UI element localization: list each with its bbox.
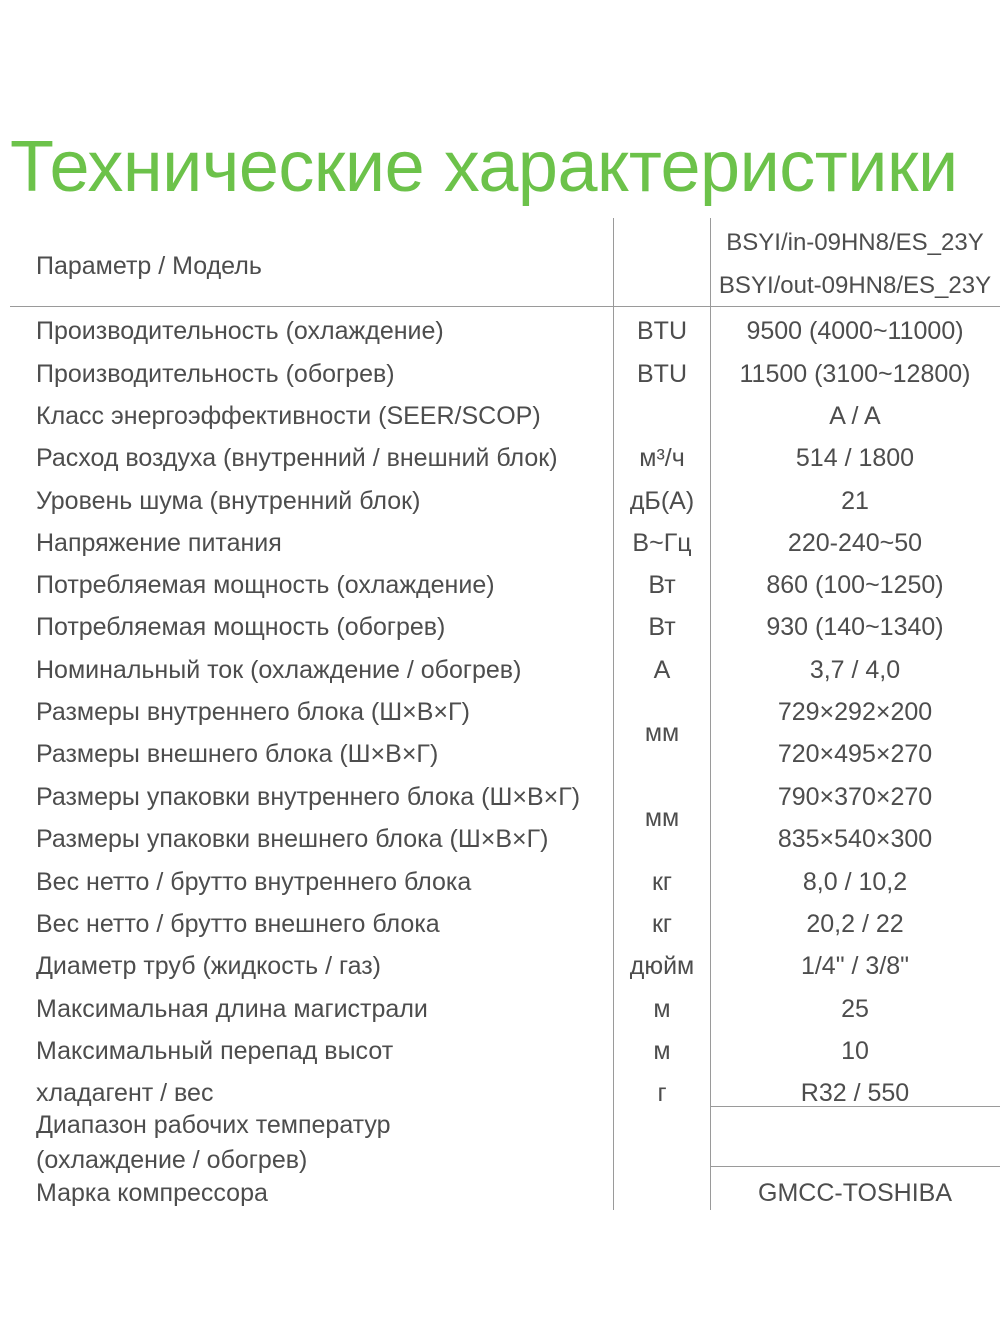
row-param: Класс энергоэффективности (SEER/SCOP) bbox=[36, 402, 541, 430]
row-value: 930 (140~1340) bbox=[766, 613, 944, 641]
package-dimensions-unit: мм bbox=[644, 804, 680, 832]
row-unit: кг bbox=[651, 910, 673, 938]
compressor-value: GMCC-TOSHIBA bbox=[758, 1179, 952, 1207]
row-param: Диаметр труб (жидкость / газ) bbox=[36, 952, 381, 980]
row-value: 790×370×270 bbox=[777, 783, 933, 811]
row-param: Размеры упаковки внутреннего блока (Ш×В×Г) bbox=[36, 783, 581, 811]
row-param: Уровень шума (внутренний блок) bbox=[36, 487, 421, 515]
row-param: Производительность (обогрев) bbox=[36, 360, 395, 388]
row-value: 720×495×270 bbox=[777, 740, 933, 768]
page-title: Технические характеристики bbox=[10, 127, 958, 207]
row-value: 3,7 / 4,0 bbox=[809, 656, 901, 684]
row-param: Потребляемая мощность (охлаждение) bbox=[36, 571, 495, 599]
row-unit: BTU bbox=[637, 317, 687, 345]
row-unit: В~Гц bbox=[632, 529, 692, 557]
row-unit: дБ(А) bbox=[629, 487, 695, 515]
header-model-indoor: BSYI/in-09HN8/ES_23Y bbox=[726, 229, 984, 256]
row-unit: г bbox=[657, 1079, 667, 1107]
row-param: Расход воздуха (внутренний / внешний блок) bbox=[36, 444, 558, 472]
row-unit: дюйм bbox=[629, 952, 695, 980]
row-unit: BTU bbox=[637, 360, 687, 388]
value-divider-2 bbox=[710, 1166, 1000, 1167]
row-param: Максимальная длина магистрали bbox=[36, 995, 428, 1023]
row-value: 729×292×200 bbox=[777, 698, 933, 726]
row-value: 8,0 / 10,2 bbox=[802, 868, 908, 896]
row-unit: Вт bbox=[648, 571, 676, 599]
row-value: 9500 (4000~11000) bbox=[746, 317, 964, 345]
header-param-label: Параметр / Модель bbox=[36, 252, 262, 280]
row-param: Напряжение питания bbox=[36, 529, 282, 557]
row-value: 20,2 / 22 bbox=[806, 910, 904, 938]
column-divider-left bbox=[613, 218, 614, 1210]
value-divider-1 bbox=[710, 1106, 1000, 1107]
row-param: Потребляемая мощность (обогрев) bbox=[36, 613, 446, 641]
row-param: Максимальный перепад высот bbox=[36, 1037, 394, 1065]
row-param: Вес нетто / брутто внешнего блока bbox=[36, 910, 440, 938]
row-value: R32 / 550 bbox=[800, 1079, 910, 1107]
row-unit: А bbox=[653, 656, 671, 684]
row-value: 1/4" / 3/8" bbox=[800, 952, 910, 980]
row-value: 10 bbox=[841, 1037, 869, 1065]
row-value: 514 / 1800 bbox=[795, 444, 915, 472]
row-param: Размеры внешнего блока (Ш×В×Г) bbox=[36, 740, 439, 768]
dimensions-unit: мм bbox=[644, 719, 680, 747]
row-param: хладагент / вес bbox=[36, 1079, 214, 1107]
row-param: Размеры внутреннего блока (Ш×В×Г) bbox=[36, 698, 470, 726]
row-value: 835×540×300 bbox=[777, 825, 933, 853]
row-param: Размеры упаковки внешнего блока (Ш×В×Г) bbox=[36, 825, 549, 853]
row-unit: м bbox=[653, 1037, 671, 1065]
row-value: 11500 (3100~12800) bbox=[739, 360, 971, 388]
row-unit: Вт bbox=[648, 613, 676, 641]
row-unit: м bbox=[653, 995, 671, 1023]
row-value: 25 bbox=[841, 995, 869, 1023]
row-unit: м³/ч bbox=[639, 444, 685, 472]
column-divider-right bbox=[710, 218, 711, 1210]
row-value: A / A bbox=[829, 402, 881, 430]
row-value: 220-240~50 bbox=[787, 529, 923, 557]
header-divider bbox=[10, 306, 1000, 307]
row-param: Вес нетто / брутто внутреннего блока bbox=[36, 868, 472, 896]
row-value: 21 bbox=[841, 487, 869, 515]
header-model-outdoor: BSYI/out-09HN8/ES_23Y bbox=[718, 272, 992, 299]
temp-range-label-line2: (охлаждение / обогрев) bbox=[36, 1146, 308, 1174]
row-value: 860 (100~1250) bbox=[766, 571, 944, 599]
temp-range-label-line1: Диапазон рабочих температур bbox=[36, 1111, 391, 1139]
compressor-label: Марка компрессора bbox=[36, 1179, 268, 1207]
row-param: Номинальный ток (охлаждение / обогрев) bbox=[36, 656, 522, 684]
row-param: Производительность (охлаждение) bbox=[36, 317, 444, 345]
row-unit: кг bbox=[651, 868, 673, 896]
